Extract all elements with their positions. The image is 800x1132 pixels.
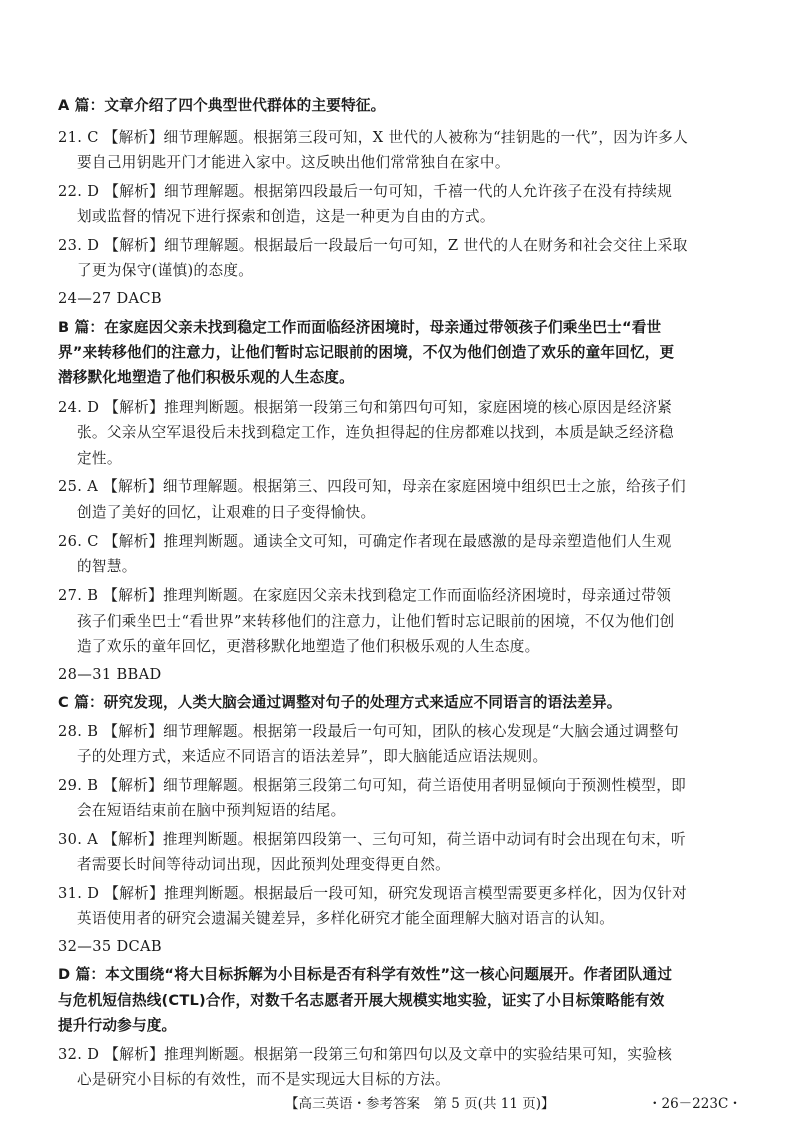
answer-line: 22. D 【解析】细节理解题。根据第四段最后一句可知，千禧一代的人允许孩子在没有持续规 xyxy=(58,183,673,200)
answer-continuation-line: 者需要长时间等待动词出现，因此预判处理变得更自然。 xyxy=(77,856,451,873)
answer-continuation-line: 定性。 xyxy=(77,450,122,467)
answer-continuation-line: 创造了美好的回忆，让艰难的日子变得愉快。 xyxy=(77,504,376,521)
answer-continuation-line: 的智慧。 xyxy=(77,558,137,575)
answer-line: 26. C 【解析】推理判断题。通读全文可知，可确定作者现在最感激的是母亲塑造他们人生观 xyxy=(58,533,672,550)
answer-line: 31. D 【解析】推理判断题。根据最后一段可知，研究发现语言模型需要更多样化，因为仅针对 xyxy=(58,885,688,902)
passage-summary-line: 潜移默化地塑造了他们积极乐观的人生态度。 xyxy=(58,369,354,386)
answer-line: 29. B 【解析】细节理解题。根据第三段第二句可知，荷兰语使用者明显倾向于预测性模型，即 xyxy=(58,777,687,794)
answer-line: 28—31 BBAD xyxy=(58,666,162,683)
passage-summary-line: 与危机短信热线(CTL)合作，对数千名志愿者开展大规模实地实验，证实了小目标策略能有效 xyxy=(58,992,665,1009)
answer-continuation-line: 要自己用钥匙开门才能进入家中。这反映出他们常常独自在家中。 xyxy=(77,154,510,171)
answer-continuation-line: 会在短语结束前在脑中预判短语的结尾。 xyxy=(77,802,346,819)
answer-line: 24. D 【解析】推理判断题。根据第一段第三句和第四句可知，家庭困境的核心原因是经济紧 xyxy=(58,399,673,416)
answer-continuation-line: 心是研究小目标的有效性，而不是实现远大目标的方法。 xyxy=(77,1071,451,1088)
answer-continuation-line: 造了欢乐的童年回忆，更潜移默化地塑造了他们积极乐观的人生态度。 xyxy=(77,638,540,655)
page-footer-info: 【高三英语・参考答案 第 5 页(共 11 页)】 xyxy=(285,1096,555,1112)
answer-line: 32—35 DCAB xyxy=(58,938,163,955)
answer-line: 28. B 【解析】细节理解题。根据第一段最后一句可知，团队的核心发现是“大脑会通过调整句 xyxy=(58,723,679,740)
answer-continuation-line: 子的处理方式，来适应不同语言的语法差异”，即大脑能适应语法规则。 xyxy=(77,748,548,765)
answer-continuation-line: 英语使用者的研究会遗漏关键差异，多样化研究才能全面理解大脑对语言的认知。 xyxy=(77,910,615,927)
passage-summary-line: B 篇：在家庭因父亲未找到稳定工作而面临经济困境时，母亲通过带领孩子们乘坐巴士“看世 xyxy=(58,319,662,336)
answer-line: 23. D 【解析】细节理解题。根据最后一段最后一句可知，Z 世代的人在财务和社会交往上采取 xyxy=(58,237,688,254)
passage-summary-line: 界”来转移他们的注意力，让他们暂时忘记眼前的困境，不仅为他们创造了欢乐的童年回忆，更 xyxy=(58,344,675,361)
page-code: ・26－223C・ xyxy=(648,1096,742,1112)
answer-line: 30. A 【解析】推理判断题。根据第四段第一、三句可知，荷兰语中动词有时会出现在句末，听 xyxy=(58,831,686,848)
answer-line: 27. B 【解析】推理判断题。在家庭因父亲未找到稳定工作而面临经济困境时，母亲通过带领 xyxy=(58,587,672,604)
answer-continuation-line: 了更为保守(谨慎)的态度。 xyxy=(77,262,254,279)
passage-summary-line: D 篇：本文围绕“将大目标拆解为小目标是否有科学有效性”这一核心问题展开。作者团队通过 xyxy=(58,966,673,983)
passage-summary-line: A 篇：文章介绍了四个典型世代群体的主要特征。 xyxy=(58,97,386,114)
answer-continuation-line: 张。父亲从空军退役后未找到稳定工作，连负担得起的住房都难以找到，本质是缺乏经济稳 xyxy=(77,424,674,441)
answer-line: 24—27 DACB xyxy=(58,290,163,307)
answer-line: 25. A 【解析】细节理解题。根据第三、四段可知，母亲在家庭困境中组织巴士之旅，给孩子们 xyxy=(58,478,686,495)
passage-summary-line: 提升行动参与度。 xyxy=(58,1017,177,1034)
answer-line: 32. D 【解析】推理判断题。根据第一段第三句和第四句以及文章中的实验结果可知，实验核 xyxy=(58,1046,673,1063)
passage-summary-line: C 篇：研究发现，人类大脑会通过调整对句子的处理方式来适应不同语言的语法差异。 xyxy=(58,694,622,711)
answer-continuation-line: 划或监督的情况下进行探索和创造，这是一种更为自由的方式。 xyxy=(77,208,495,225)
answer-line: 21. C 【解析】细节理解题。根据第三段可知，X 世代的人被称为“挂钥匙的一代”，因为许多人 xyxy=(58,129,689,146)
answer-continuation-line: 孩子们乘坐巴士“看世界”来转移他们的注意力，让他们暂时忘记眼前的困境，不仅为他们创 xyxy=(77,613,675,630)
